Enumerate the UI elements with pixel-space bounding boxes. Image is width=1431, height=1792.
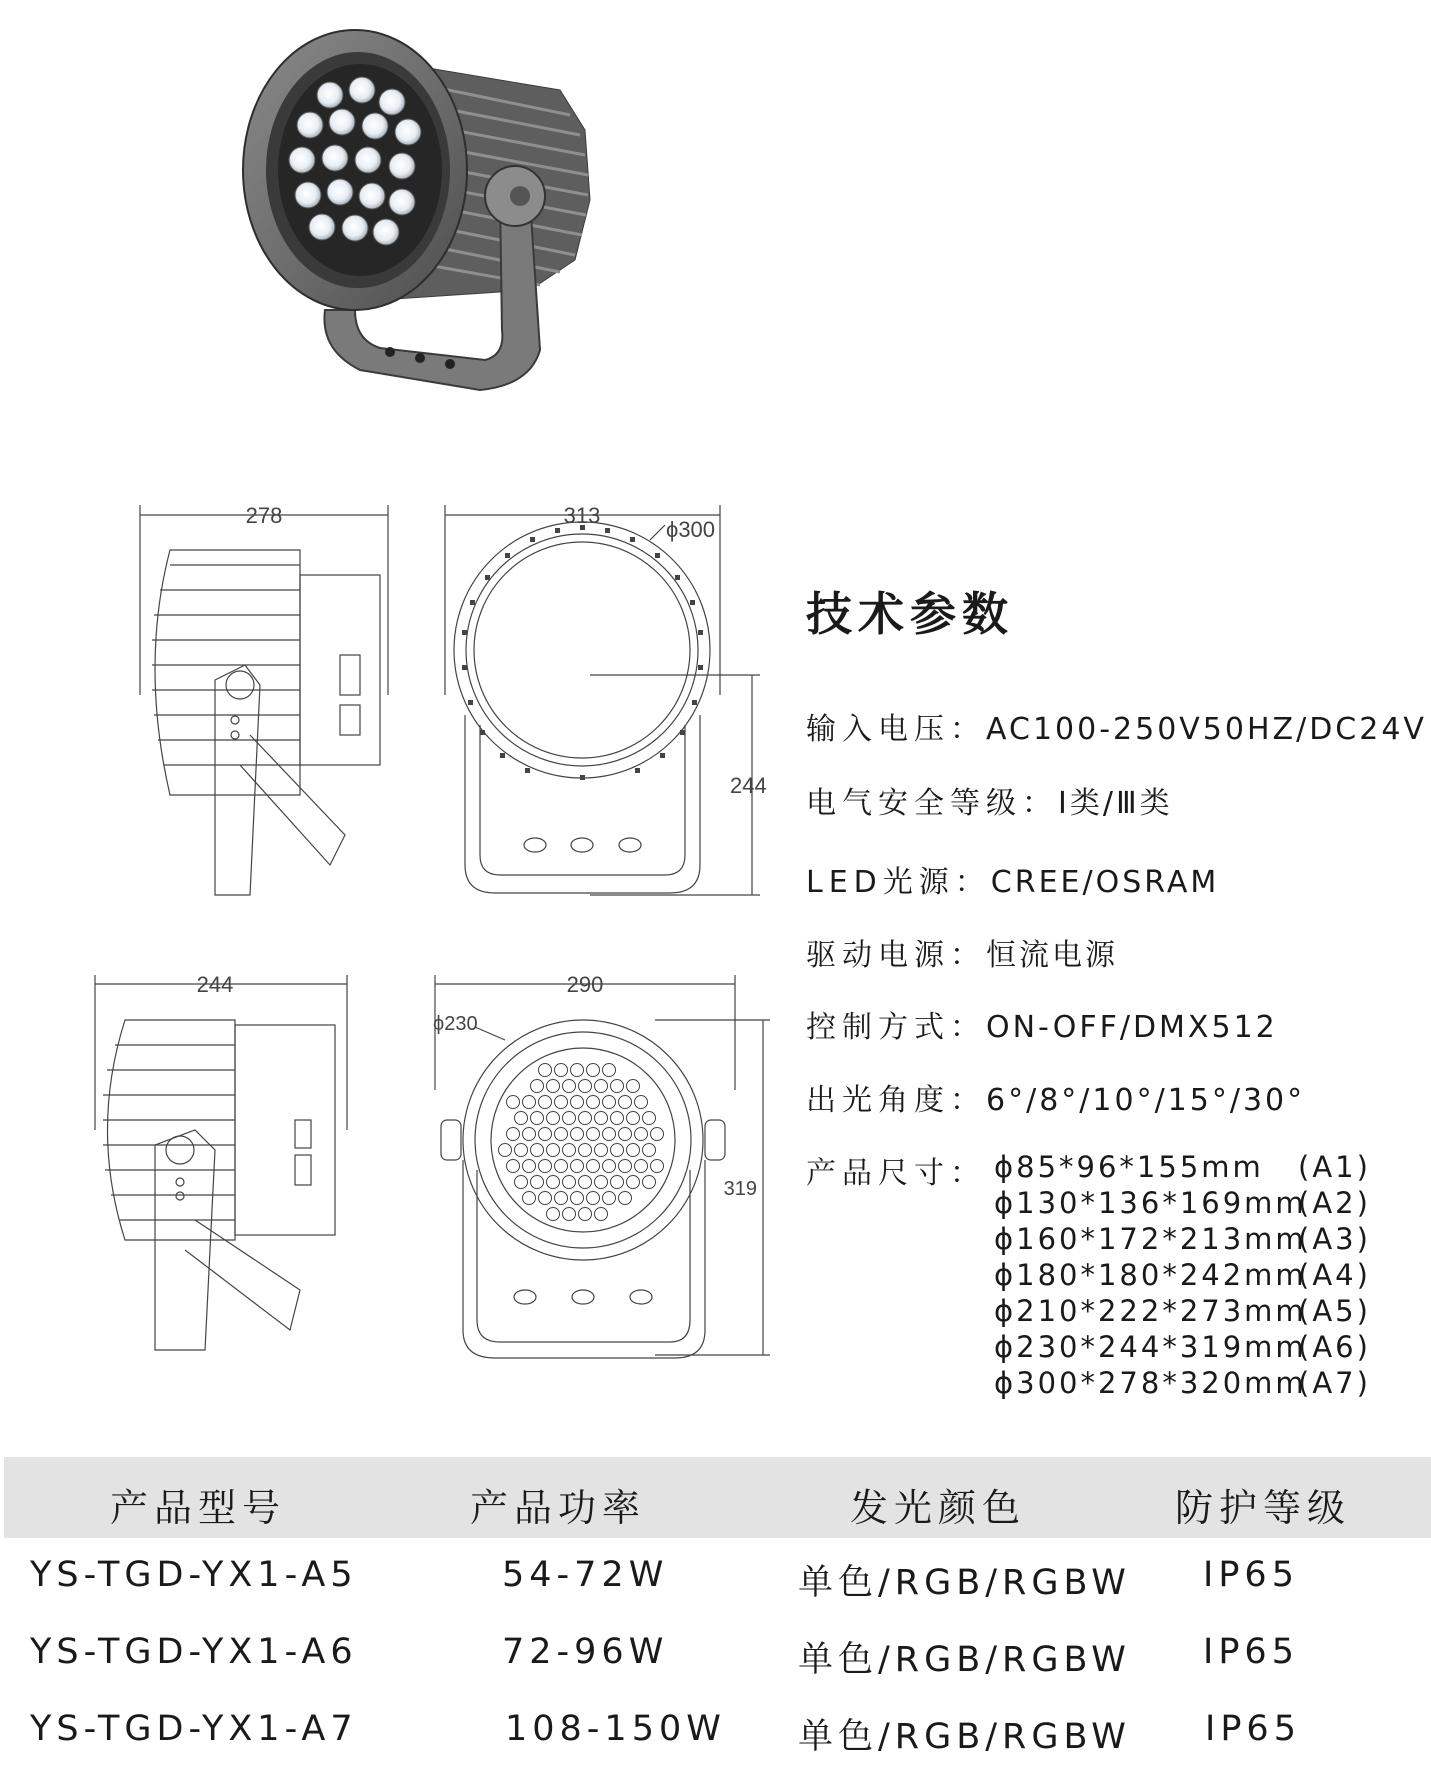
table-cell-model: YS-TGD-YX1-A5: [30, 1555, 358, 1595]
table-header-ip: 防护等级: [1175, 1486, 1352, 1530]
size-row: [994, 1366, 1371, 1400]
table-cell-model: YS-TGD-YX1-A7: [30, 1709, 358, 1749]
led-lens: [579, 1176, 592, 1189]
led-lens: [587, 1160, 600, 1173]
led-lens: [603, 1128, 616, 1141]
led-lens: [515, 1112, 528, 1125]
led-lens: [547, 1176, 560, 1189]
led-lens: [531, 1176, 544, 1189]
led-lens: [603, 1064, 616, 1077]
led-lens: [523, 1160, 536, 1173]
table-cell-color: 单色/RGB/RGBW: [798, 1640, 1131, 1680]
led-lens: [515, 1144, 528, 1157]
led-lens: [507, 1096, 520, 1109]
side2-width-label: 244: [196, 972, 234, 997]
led-lens: [571, 1064, 584, 1077]
spec-label: LED光源：: [806, 865, 991, 900]
spec-label: 输入电压：: [806, 712, 986, 747]
front2-width-label: 290: [566, 972, 604, 997]
spec-label: 驱动电源：: [806, 938, 986, 973]
led-lens: [603, 1096, 616, 1109]
led-lens: [627, 1080, 640, 1093]
table-cell-color: 单色/RGB/RGBW: [798, 1717, 1131, 1757]
size-code: (A5): [1298, 1294, 1371, 1328]
led-lens: [531, 1080, 544, 1093]
table-cell-ip: IP65: [1203, 1632, 1299, 1672]
spec-value: 恒流电源: [986, 938, 1118, 973]
led-lens: [539, 1064, 552, 1077]
led-lens: [579, 1112, 592, 1125]
led-lens: [603, 1160, 616, 1173]
side-view-drawing-2: [85, 970, 360, 1370]
led-lens: [563, 1176, 576, 1189]
led-lens: [571, 1128, 584, 1141]
led-lens: [539, 1192, 552, 1205]
led-lens: [579, 1144, 592, 1157]
led-lens: [571, 1192, 584, 1205]
led-lens: [507, 1160, 520, 1173]
led-lens: [515, 1176, 528, 1189]
led-lens: [603, 1192, 616, 1205]
spec-value: 6°/8°/10°/15°/30°: [986, 1083, 1306, 1118]
front-diameter-label: ϕ300: [666, 517, 716, 542]
spec-led-source: [806, 857, 1219, 901]
led-lens: [611, 1112, 624, 1125]
side-view-drawing: [130, 495, 410, 910]
led-lens: [523, 1192, 536, 1205]
spec-label: 产品尺寸：: [806, 1156, 986, 1191]
led-lens: [643, 1176, 656, 1189]
led-lens: [595, 1176, 608, 1189]
spec-label: 出光角度：: [806, 1083, 986, 1118]
led-lens: [587, 1128, 600, 1141]
size-dim: ϕ300*278*320mm: [994, 1366, 1307, 1400]
led-lens: [611, 1144, 624, 1157]
led-lens: [539, 1128, 552, 1141]
size-dim: ϕ160*172*213mm: [994, 1222, 1307, 1256]
size-dim: ϕ180*180*242mm: [994, 1258, 1307, 1292]
led-lens: [619, 1096, 632, 1109]
led-lens: [539, 1160, 552, 1173]
side-width-label: 278: [245, 503, 283, 528]
led-lens: [627, 1176, 640, 1189]
led-lens: [611, 1080, 624, 1093]
table-cell-power: 108-150W: [505, 1709, 726, 1749]
led-lens: [619, 1192, 632, 1205]
size-row: [994, 1258, 1371, 1292]
size-row: [994, 1222, 1371, 1256]
led-lens: [635, 1128, 648, 1141]
led-lens: [595, 1144, 608, 1157]
size-dim: ϕ230*244*319mm: [994, 1330, 1307, 1364]
table-cell-power: 54-72W: [502, 1555, 669, 1595]
table-header-power: 产品功率: [470, 1486, 647, 1530]
table-header-model: 产品型号: [110, 1486, 287, 1530]
led-lens: [651, 1160, 664, 1173]
table-cell-ip: IP65: [1205, 1709, 1301, 1749]
spec-driver: [806, 930, 1118, 974]
spec-voltage: [806, 704, 1427, 748]
size-code: (A3): [1298, 1222, 1371, 1256]
table-cell-power: 72-96W: [502, 1632, 669, 1672]
led-lens: [571, 1096, 584, 1109]
table-header-color: 发光颜色: [850, 1486, 1027, 1530]
led-lens: [595, 1080, 608, 1093]
spec-label: 控制方式：: [806, 1010, 986, 1045]
led-lens: [547, 1080, 560, 1093]
spec-control: [806, 1002, 1278, 1046]
led-lens: [547, 1112, 560, 1125]
led-lens: [619, 1160, 632, 1173]
size-dim: ϕ210*222*273mm: [994, 1294, 1307, 1328]
led-lens: [587, 1064, 600, 1077]
led-lens: [523, 1128, 536, 1141]
led-lens: [531, 1144, 544, 1157]
product-photo: [230, 20, 630, 460]
size-code: (A6): [1298, 1330, 1371, 1364]
led-lens: [611, 1176, 624, 1189]
led-lens: [555, 1064, 568, 1077]
led-lens: [579, 1080, 592, 1093]
spec-size-label: [806, 1148, 986, 1192]
led-lens: [587, 1096, 600, 1109]
led-lens: [555, 1096, 568, 1109]
led-lens: [563, 1112, 576, 1125]
led-lens: [563, 1208, 576, 1221]
spec-value: Ⅰ类/Ⅲ类: [1058, 786, 1173, 821]
front-width-label: 313: [563, 503, 601, 528]
led-lens: [547, 1144, 560, 1157]
size-dim: ϕ130*136*169mm: [994, 1186, 1307, 1220]
led-lens: [555, 1160, 568, 1173]
spec-beam-angle: [806, 1075, 1305, 1119]
led-lens: [563, 1144, 576, 1157]
spec-value: CREE/OSRAM: [990, 865, 1220, 900]
led-lens: [523, 1096, 536, 1109]
front-height-label: 244: [730, 773, 767, 798]
spec-value: AC100-250V50HZ/DC24V: [986, 712, 1427, 747]
table-cell-model: YS-TGD-YX1-A6: [30, 1632, 358, 1672]
led-lens: [507, 1128, 520, 1141]
size-code: (A7): [1298, 1366, 1371, 1400]
led-lens: [539, 1096, 552, 1109]
front2-height-label: 319: [723, 1178, 757, 1200]
size-code: (A2): [1298, 1186, 1371, 1220]
led-lens: [651, 1128, 664, 1141]
front-view-drawing: [430, 495, 770, 910]
spec-label: 电气安全等级：: [806, 786, 1058, 821]
led-lens: [635, 1096, 648, 1109]
led-lens: [571, 1160, 584, 1173]
front-view-drawing-2: [425, 970, 785, 1370]
size-row: [994, 1186, 1371, 1220]
specs-title: 技术参数: [806, 587, 1014, 641]
size-dim: ϕ85*96*155mm: [994, 1150, 1264, 1184]
size-row: [994, 1150, 1371, 1184]
size-row: [994, 1330, 1371, 1364]
size-code: (A4): [1298, 1258, 1371, 1292]
size-code: (A1): [1298, 1150, 1371, 1184]
led-lens: [555, 1128, 568, 1141]
led-lens: [547, 1208, 560, 1221]
table-cell-color: 单色/RGB/RGBW: [798, 1563, 1131, 1603]
led-lens: [587, 1192, 600, 1205]
size-row: [994, 1294, 1371, 1328]
led-lens: [627, 1144, 640, 1157]
led-lens: [643, 1144, 656, 1157]
spec-safety-class: [806, 778, 1173, 822]
led-lens: [643, 1112, 656, 1125]
led-lens: [619, 1128, 632, 1141]
spec-value: ON-OFF/DMX512: [986, 1010, 1278, 1045]
led-lens: [531, 1112, 544, 1125]
led-lens: [563, 1080, 576, 1093]
led-lens: [595, 1112, 608, 1125]
led-lens: [595, 1208, 608, 1221]
led-lens: [635, 1160, 648, 1173]
led-lens: [499, 1144, 512, 1157]
front2-diameter-label: ϕ230: [433, 1013, 478, 1035]
table-cell-ip: IP65: [1203, 1555, 1299, 1595]
led-lens: [627, 1112, 640, 1125]
led-lens: [555, 1192, 568, 1205]
led-lens: [579, 1208, 592, 1221]
